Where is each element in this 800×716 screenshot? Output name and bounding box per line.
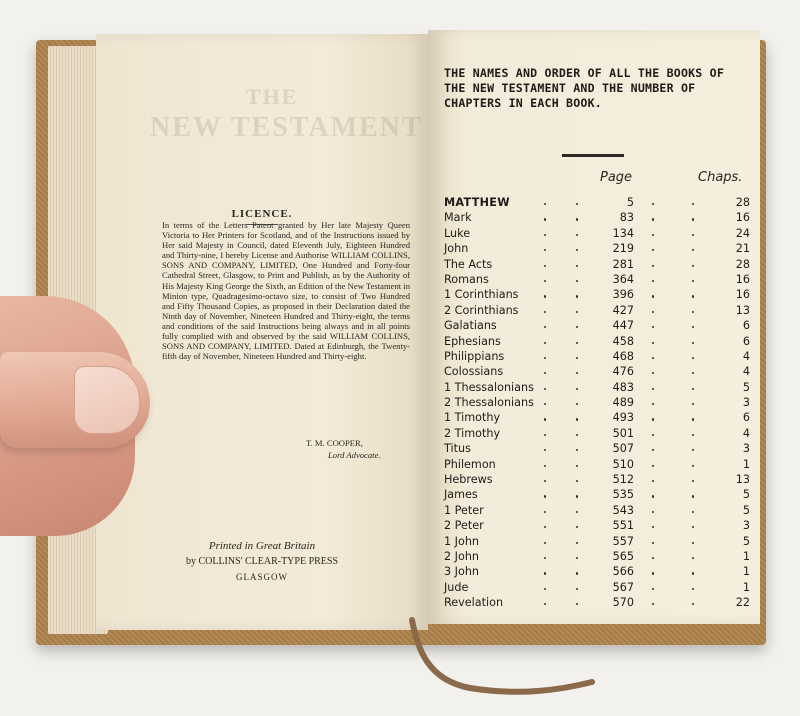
book-chapter-count: 13 xyxy=(735,303,750,317)
book-page-number: 281 xyxy=(612,257,634,271)
book-name: 3 John xyxy=(444,565,479,579)
book-page-number: 396 xyxy=(612,288,634,302)
book-chapter-count: 16 xyxy=(735,288,750,302)
book-page-number: 493 xyxy=(612,411,634,425)
book-chapter-count: 16 xyxy=(735,211,750,225)
book-chapter-count: 4 xyxy=(742,365,750,379)
book-name: James xyxy=(444,488,478,502)
book-page-number: 5 xyxy=(626,196,634,209)
book-page-number: 551 xyxy=(612,519,634,533)
book-page-number: 565 xyxy=(612,549,634,563)
book-name: Hebrews xyxy=(444,473,493,487)
book-name: Philemon xyxy=(444,457,496,471)
book-name: 2 Corinthians xyxy=(444,303,519,317)
column-header-page: Page xyxy=(600,170,633,185)
book-page-number: 535 xyxy=(612,488,634,502)
book-name: 2 Thessalonians xyxy=(444,396,534,410)
book-page-number: 510 xyxy=(612,457,634,471)
book-chapter-count: 21 xyxy=(735,242,750,256)
book-name: Titus xyxy=(444,442,471,456)
book-name: Luke xyxy=(444,226,471,240)
book-page-number: 507 xyxy=(612,442,634,456)
book-page-number: 468 xyxy=(612,349,634,363)
book-name: MATTHEW xyxy=(444,196,510,209)
book-page-number: 219 xyxy=(612,242,634,256)
book-chapter-count: 6 xyxy=(742,411,750,425)
book-page-number: 512 xyxy=(612,473,634,487)
book-page-number: 427 xyxy=(612,303,634,317)
book-name: Romans xyxy=(444,272,489,286)
book-page-number: 364 xyxy=(612,272,634,286)
book-chapter-count: 5 xyxy=(742,503,750,517)
book-page-number: 557 xyxy=(612,534,634,548)
book-page-number: 570 xyxy=(612,596,634,610)
book-page-number: 567 xyxy=(612,580,634,594)
press-city: GLASGOW xyxy=(236,572,288,582)
book-page-number: 501 xyxy=(612,426,634,440)
contents-heading: THE NAMES AND ORDER OF ALL THE BOOKS OF THE NEW TESTAMENT AND THE NUMBER OF CHAPTERS IN EACH BOOK. xyxy=(444,66,725,110)
book-name: Philippians xyxy=(444,349,505,363)
licence-body: In terms of the Letters Patent granted by Her late Majesty Queen Victoria to Her Printers for Scotland, and of the Instructions issued by Her said Majesty in Council, dated Eleventh July, Eighteen Hundred and Thirty-nine, I hereby License and Authorise WILLIAM COLLINS, SONS AND COMPANY, LIMITED, One Hundred and Forty-four Cathedral Street, Glasgow, to Print and Publish, as by the Authority of His Majesty King George the Sixth, an Edition of the New Testament in Minion type, Quadragesimo-octavo size, to consist of Two Hundred and Fifty Thousand Copies, as proposed in their Declaration dated the Ninth day of November, Nineteen Hundred and Thirty-eight, the terms and conditions of the said Instructions being always and in all points fully complied with and observed by the said WILLIAM COLLINS, SONS AND COMPANY, LIMITED. Dated at Edinburgh, the Twenty-fifth day of November, Nineteen Hundred and Thirty-eight. xyxy=(162,220,410,362)
book-chapter-count: 16 xyxy=(735,272,750,286)
book-chapter-count: 1 xyxy=(742,565,750,579)
printed-in: Printed in Great Britain xyxy=(208,540,316,552)
book-page-number: 566 xyxy=(612,565,634,579)
book-name: 2 Timothy xyxy=(444,426,501,440)
book-page-number: 458 xyxy=(612,334,634,348)
licence-title: LICENCE. xyxy=(231,208,293,220)
book-chapter-count: 13 xyxy=(735,473,750,487)
book-page-number: 483 xyxy=(612,380,634,394)
thumbnail-nail xyxy=(74,366,140,434)
signatory-name: T. M. COOPER, xyxy=(306,438,363,448)
book-chapter-count: 5 xyxy=(742,488,750,502)
press-name: by COLLINS' CLEAR-TYPE PRESS xyxy=(185,556,339,567)
book-chapter-count: 5 xyxy=(742,380,750,394)
book-chapter-count: 1 xyxy=(742,580,750,594)
book-chapter-count: 3 xyxy=(742,442,750,456)
book-chapter-count: 6 xyxy=(742,319,750,333)
book-chapter-count: 4 xyxy=(742,349,750,363)
book-name: 1 Corinthians xyxy=(444,288,519,302)
book-page-number: 476 xyxy=(612,365,634,379)
book-chapter-count: 1 xyxy=(742,549,750,563)
book-name: John xyxy=(444,242,469,256)
book-name: Jude xyxy=(444,580,469,594)
book-page-number: 489 xyxy=(612,396,634,410)
book-chapter-count: 6 xyxy=(742,334,750,348)
book-name: 2 John xyxy=(444,549,479,563)
column-header-chaps: Chaps. xyxy=(698,170,743,185)
book-page-number: 83 xyxy=(619,211,634,225)
book-name: Revelation xyxy=(444,596,504,610)
book-name: The Acts xyxy=(444,257,493,271)
book-name: 1 John xyxy=(444,534,479,548)
signatory-title: Lord Advocate. xyxy=(328,450,381,460)
book-chapter-count: 28 xyxy=(735,257,750,271)
book-page-number: 134 xyxy=(612,226,634,240)
book-page-number: 447 xyxy=(612,319,634,333)
book-chapter-count: 3 xyxy=(742,396,750,410)
show-through-subtitle: NEW TESTAMENT xyxy=(150,112,423,143)
show-through-title: THE xyxy=(246,84,299,109)
book-name: 1 Thessalonians xyxy=(444,380,534,394)
book-name: Ephesians xyxy=(444,334,501,348)
book-name: Galatians xyxy=(444,319,497,333)
book-chapter-count: 3 xyxy=(742,519,750,533)
book-name: Mark xyxy=(444,211,472,225)
book-name: Colossians xyxy=(444,365,504,379)
book-name: 1 Peter xyxy=(444,503,484,517)
book-page-number: 543 xyxy=(612,503,634,517)
book-chapter-count: 5 xyxy=(742,534,750,548)
book-chapter-count: 4 xyxy=(742,426,750,440)
book-chapter-count: 22 xyxy=(735,596,750,610)
book-name: 1 Timothy xyxy=(444,411,501,425)
book-chapter-count: 1 xyxy=(742,457,750,471)
book-chapter-count: 28 xyxy=(735,196,750,209)
book-name: 2 Peter xyxy=(444,519,484,533)
book-chapter-count: 24 xyxy=(735,226,750,240)
